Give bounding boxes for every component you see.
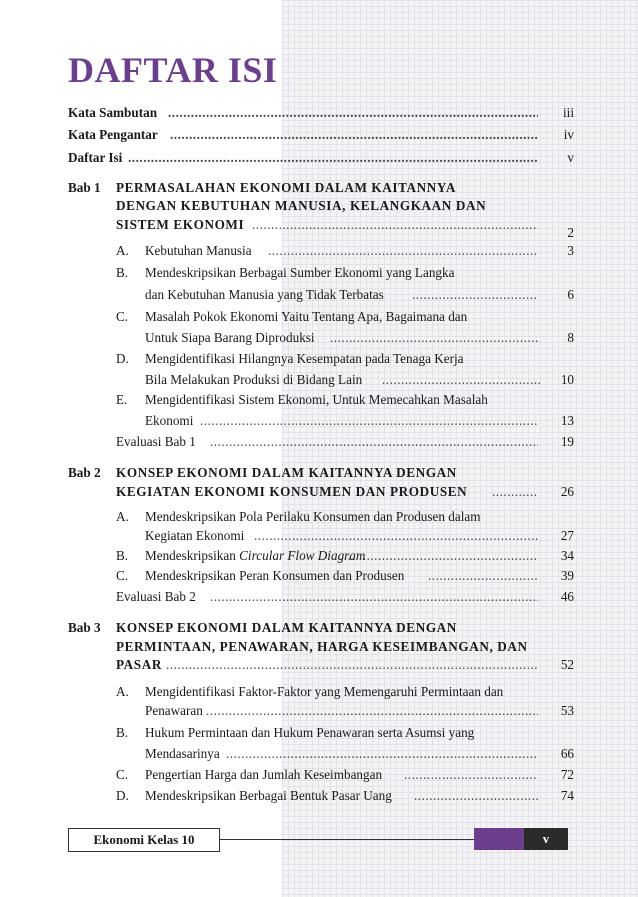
chapter-number: Bab 3 xyxy=(68,620,101,635)
entry-page: 46 xyxy=(560,589,574,604)
entry-label: Mendeskripsikan Berbagai Sumber Ekonomi yang Langka xyxy=(145,265,455,280)
toc-entry[interactable] xyxy=(68,682,574,702)
entry-label: Mengidentifikasi Sistem Ekonomi, Untuk Memecahkan Masalah xyxy=(145,392,488,407)
toc-entry[interactable] xyxy=(68,103,574,123)
entry-label: Pengertian Harga dan Jumlah Keseimbangan xyxy=(145,767,383,782)
chapter-heading-cont[interactable] xyxy=(68,482,574,502)
chapter-heading-cont xyxy=(68,637,574,657)
chapter-heading[interactable] xyxy=(68,618,574,638)
footer-accent-bar xyxy=(474,828,524,850)
leader-dots xyxy=(428,566,538,586)
toc-entry-cont[interactable] xyxy=(68,285,574,305)
entry-label: Evaluasi Bab 1 xyxy=(116,434,196,449)
leader-dots xyxy=(210,432,538,452)
entry-letter: B. xyxy=(116,548,129,563)
entry-label: Mendasarinya xyxy=(145,746,220,761)
entry-letter: A. xyxy=(116,509,129,524)
leader-dots xyxy=(330,328,540,348)
entry-page: iv xyxy=(563,127,574,142)
entry-page: 13 xyxy=(560,413,574,428)
toc-entry[interactable] xyxy=(68,349,574,369)
entry-label: Ekonomi xyxy=(145,413,194,428)
entry-page: 74 xyxy=(560,788,574,803)
chapter-title-line: PERMINTAAN, PENAWARAN, HARGA KESEIMBANGAN, DAN xyxy=(116,639,528,654)
chapter-heading-cont xyxy=(68,196,574,216)
entry-label: Untuk Siapa Barang Diproduksi xyxy=(145,330,315,345)
entry-label: Evaluasi Bab 2 xyxy=(116,589,196,604)
entry-label xyxy=(145,546,365,566)
chapter-number: Bab 2 xyxy=(68,465,101,480)
entry-page: iii xyxy=(563,105,574,120)
entry-letter: C. xyxy=(116,767,129,782)
entry-page: 8 xyxy=(567,330,574,345)
chapter-title-line: DENGAN KEBUTUHAN MANUSIA, KELANGKAAN DAN xyxy=(116,198,487,213)
toc-entry[interactable] xyxy=(68,125,574,145)
entry-label-text: Mendeskripsikan xyxy=(145,548,240,563)
toc-entry[interactable] xyxy=(68,765,574,785)
footer-page-number: v xyxy=(524,828,568,850)
entry-label: Mendeskripsikan Berbagai Bentuk Pasar Uang xyxy=(145,788,392,803)
leader-dots xyxy=(210,587,538,607)
toc-entry[interactable] xyxy=(68,241,574,261)
toc-entry-cont[interactable] xyxy=(68,744,574,764)
toc-entry-cont[interactable] xyxy=(68,411,574,431)
chapter-title-line: KEGIATAN EKONOMI KONSUMEN DAN PRODUSEN xyxy=(116,484,468,499)
leader-dots xyxy=(226,744,538,764)
entry-letter: A. xyxy=(116,243,129,258)
chapter-title-line: KONSEP EKONOMI DALAM KAITANNYA DENGAN xyxy=(116,465,457,480)
entry-letter: C. xyxy=(116,568,129,583)
toc-entry[interactable] xyxy=(68,390,574,410)
toc-entry[interactable] xyxy=(68,723,574,743)
toc-entry-cont[interactable] xyxy=(68,701,574,721)
leader-dots xyxy=(252,215,538,235)
entry-label: Penawaran xyxy=(145,703,203,718)
footer-book-title: Ekonomi Kelas 10 xyxy=(68,828,220,852)
entry-page: 27 xyxy=(560,528,574,543)
entry-label: Kebutuhan Manusia xyxy=(145,243,252,258)
leader-dots xyxy=(254,526,538,546)
toc-entry[interactable] xyxy=(68,507,574,527)
leader-dots xyxy=(166,655,538,675)
leader-dots xyxy=(340,546,538,566)
entry-letter: A. xyxy=(116,684,129,699)
entry-label: Mengidentifikasi Faktor-Faktor yang Memengaruhi Permintaan dan xyxy=(145,684,504,699)
entry-label: Mengidentifikasi Hilangnya Kesempatan pada Tenaga Kerja xyxy=(145,351,464,366)
leader-dots xyxy=(382,370,540,390)
toc-entry[interactable] xyxy=(68,566,574,586)
leader-dots xyxy=(492,482,538,502)
entry-label: Hukum Permintaan dan Hukum Penawaran serta Asumsi yang xyxy=(145,725,475,740)
toc-entry[interactable] xyxy=(68,263,574,283)
toc-entry[interactable] xyxy=(68,432,574,452)
chapter-heading[interactable] xyxy=(68,463,574,483)
toc-entry[interactable] xyxy=(68,307,574,327)
leader-dots xyxy=(200,411,538,431)
entry-page: 6 xyxy=(567,287,574,302)
entry-page: 3 xyxy=(567,243,574,258)
entry-page: 39 xyxy=(560,568,574,583)
entry-page: 53 xyxy=(560,703,574,718)
leader-dots xyxy=(404,765,538,785)
entry-letter: D. xyxy=(116,788,129,803)
toc-entry-cont[interactable] xyxy=(68,328,574,348)
leader-dots xyxy=(168,103,538,123)
chapter-page: 52 xyxy=(560,657,574,672)
page-title: DAFTAR ISI xyxy=(68,50,278,90)
entry-label: Bila Melakukan Produksi di Bidang Lain xyxy=(145,372,363,387)
entry-label-italic: Circular Flow Diagram xyxy=(239,548,366,563)
entry-label: dan Kebutuhan Manusia yang Tidak Terbatas xyxy=(145,287,384,302)
toc-entry[interactable] xyxy=(68,546,574,566)
chapter-page: 2 xyxy=(567,225,574,240)
leader-dots xyxy=(268,241,538,261)
toc-entry-cont[interactable] xyxy=(68,370,574,390)
entry-label: Mendeskripsikan Peran Konsumen dan Produsen xyxy=(145,568,405,583)
chapter-heading-cont[interactable] xyxy=(68,215,574,240)
entry-letter: E. xyxy=(116,392,128,407)
entry-letter: C. xyxy=(116,309,129,324)
entry-page: 10 xyxy=(560,372,574,387)
entry-letter: B. xyxy=(116,265,129,280)
entry-label: Daftar Isi xyxy=(68,150,123,165)
leader-dots xyxy=(206,701,538,721)
chapter-title-line: PASAR xyxy=(116,657,162,672)
leader-dots xyxy=(170,125,538,145)
entry-label: Mendeskripsikan Pola Perilaku Konsumen dan Produsen dalam xyxy=(145,509,481,524)
chapter-title-line: PERMASALAHAN EKONOMI DALAM KAITANNYA xyxy=(116,180,456,195)
chapter-heading[interactable] xyxy=(68,178,574,198)
chapter-heading-cont[interactable] xyxy=(68,655,574,675)
entry-letter: B. xyxy=(116,725,129,740)
chapter-title-line: SISTEM EKONOMI xyxy=(116,217,245,232)
entry-page: v xyxy=(567,150,574,165)
entry-letter: D. xyxy=(116,351,129,366)
leader-dots xyxy=(414,786,538,806)
entry-label: Kegiatan Ekonomi xyxy=(145,528,245,543)
toc-entry[interactable] xyxy=(68,148,574,168)
chapter-page: 26 xyxy=(560,484,574,499)
toc-entry[interactable] xyxy=(68,587,574,607)
chapter-number: Bab 1 xyxy=(68,180,101,195)
entry-label: Kata Pengantar xyxy=(68,127,158,142)
footer-rule xyxy=(220,839,474,840)
toc-entry-cont[interactable] xyxy=(68,526,574,546)
entry-page: 34 xyxy=(560,548,574,563)
entry-page: 19 xyxy=(560,434,574,449)
leader-dots xyxy=(412,285,538,305)
entry-label: Kata Sambutan xyxy=(68,105,158,120)
entry-label: Masalah Pokok Ekonomi Yaitu Tentang Apa, Bagaimana dan xyxy=(145,309,468,324)
entry-page: 66 xyxy=(560,746,574,761)
toc-entry[interactable] xyxy=(68,786,574,806)
leader-dots xyxy=(128,148,538,168)
chapter-title-line: KONSEP EKONOMI DALAM KAITANNYA DENGAN xyxy=(116,620,457,635)
entry-page: 72 xyxy=(560,767,574,782)
